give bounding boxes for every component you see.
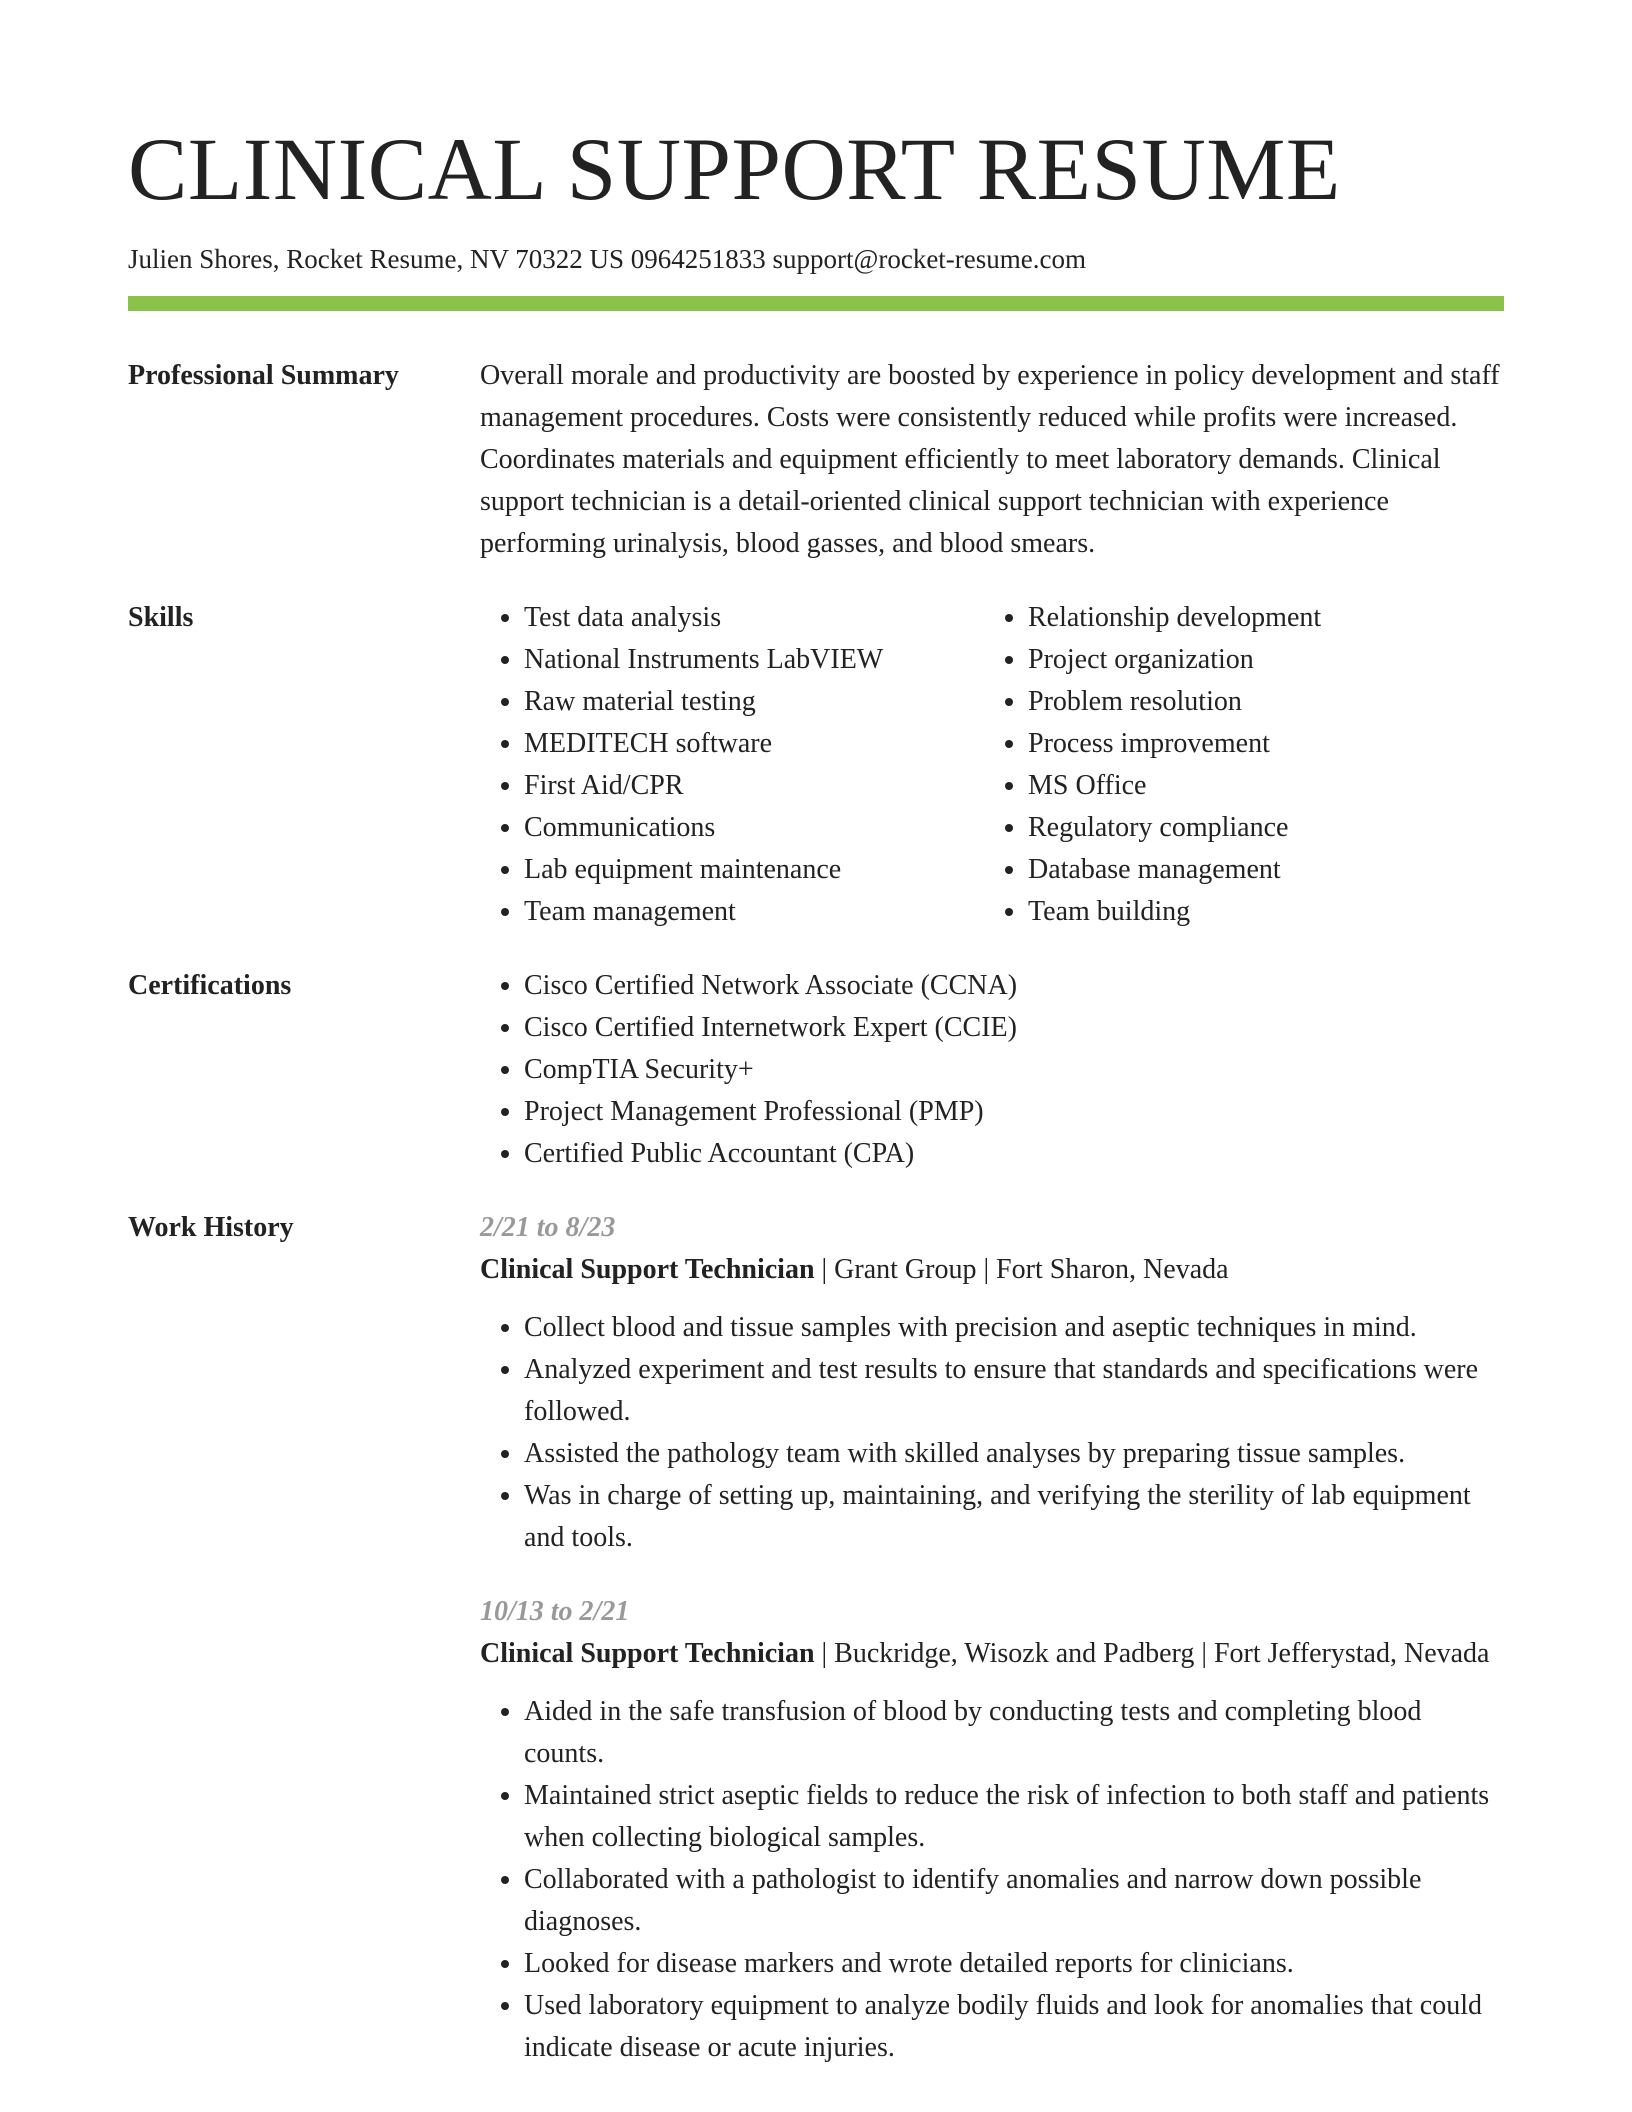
skill-item: • Lab equipment maintenance: [524, 849, 984, 891]
certifications-label: Certifications: [128, 970, 292, 1001]
job-bullet: • Analyzed experiment and test results to ensure that standards and specifications were followed.: [524, 1349, 1504, 1433]
work-history-body: [480, 1207, 1504, 2069]
certification-item: • CompTIA Security+: [524, 1049, 1504, 1091]
accent-divider: [128, 296, 1504, 311]
certifications-section: [128, 965, 1504, 1175]
skill-item: • Problem resolution: [1028, 681, 1488, 723]
certifications-list: [480, 965, 1504, 1175]
skill-item: • Communications: [524, 807, 984, 849]
job-entry: [480, 1207, 1504, 1559]
job-bullet: • Looked for disease markers and wrote detailed reports for clinicians.: [524, 1943, 1504, 1985]
job-bullets: [480, 1691, 1504, 2069]
skill-item: • Team building: [1028, 891, 1488, 933]
summary-label: Professional Summary: [128, 360, 399, 391]
certification-item: • Cisco Certified Network Associate (CCNA): [524, 965, 1504, 1007]
certification-item: • Project Management Professional (PMP): [524, 1091, 1504, 1133]
skill-item: • MEDITECH software: [524, 723, 984, 765]
skill-item: • Process improvement: [1028, 723, 1488, 765]
skills-section: [128, 597, 1504, 933]
skills-list-right: [984, 597, 1488, 933]
skill-item: • Raw material testing: [524, 681, 984, 723]
skill-item: • Relationship development: [1028, 597, 1488, 639]
certification-item: • Certified Public Accountant (CPA): [524, 1133, 1504, 1175]
job-title: Clinical Support Technician: [480, 1638, 815, 1669]
skill-item: • Test data analysis: [524, 597, 984, 639]
skills-columns: [480, 597, 1504, 933]
job-bullet: • Collaborated with a pathologist to identify anomalies and narrow down possible diagnoses.: [524, 1859, 1504, 1943]
job-bullet: • Used laboratory equipment to analyze bodily fluids and look for anomalies that could indicate disease or acute injuries.: [524, 1985, 1504, 2069]
work-history-section: [128, 1207, 1504, 2069]
job-heading: [480, 1249, 1504, 1291]
job-dates: 10/13 to 2/21: [480, 1596, 630, 1627]
skill-item: • MS Office: [1028, 765, 1488, 807]
work-history-label: Work History: [128, 1212, 294, 1243]
contact-line: Julien Shores, Rocket Resume, NV 70322 US 0964251833 support@rocket-resume.com: [128, 244, 1086, 274]
certifications-body: [480, 965, 1504, 1175]
job-heading: [480, 1633, 1504, 1675]
skills-column-right: [984, 597, 1488, 933]
job-bullet: • Collect blood and tissue samples with precision and aseptic techniques in mind.: [524, 1307, 1504, 1349]
skill-item: • National Instruments LabVIEW: [524, 639, 984, 681]
summary-section: [128, 355, 1504, 565]
skill-item: • Team management: [524, 891, 984, 933]
certification-item: • Cisco Certified Internetwork Expert (CCIE): [524, 1007, 1504, 1049]
skills-label: Skills: [128, 602, 194, 633]
skill-item: • Regulatory compliance: [1028, 807, 1488, 849]
job-bullet: • Was in charge of setting up, maintaining, and verifying the sterility of lab equipment and tools.: [524, 1475, 1504, 1559]
page-title: CLINICAL SUPPORT RESUME: [128, 121, 1341, 219]
job-bullet: • Aided in the safe transfusion of blood by conducting tests and completing blood counts.: [524, 1691, 1504, 1775]
skill-item: • Project organization: [1028, 639, 1488, 681]
resume-page: [128, 0, 1504, 2069]
skill-item: • First Aid/CPR: [524, 765, 984, 807]
job-title: Clinical Support Technician: [480, 1254, 815, 1285]
job-details: | Grant Group | Fort Sharon, Nevada: [814, 1254, 1229, 1285]
job-dates: 2/21 to 8/23: [480, 1212, 616, 1243]
skills-list-left: [480, 597, 984, 933]
job-details: | Buckridge, Wisozk and Padberg | Fort Jefferystad, Nevada: [814, 1638, 1490, 1669]
summary-text: Overall morale and productivity are boosted by experience in policy development and staff management procedures. Costs were consistently reduced while profits were increased. Coordinates materials and equipment efficiently to meet laboratory demands. Clinical support technician is a detail-oriented clinical support technician with experience performing urinalysis, blood gasses, and blood smears.: [480, 360, 1500, 559]
job-bullet: • Assisted the pathology team with skilled analyses by preparing tissue samples.: [524, 1433, 1504, 1475]
skill-item: • Database management: [1028, 849, 1488, 891]
skills-column-left: [480, 597, 984, 933]
job-entry: [480, 1591, 1504, 2069]
job-bullet: • Maintained strict aseptic fields to reduce the risk of infection to both staff and patients when collecting biological samples.: [524, 1775, 1504, 1859]
job-bullets: [480, 1307, 1504, 1559]
